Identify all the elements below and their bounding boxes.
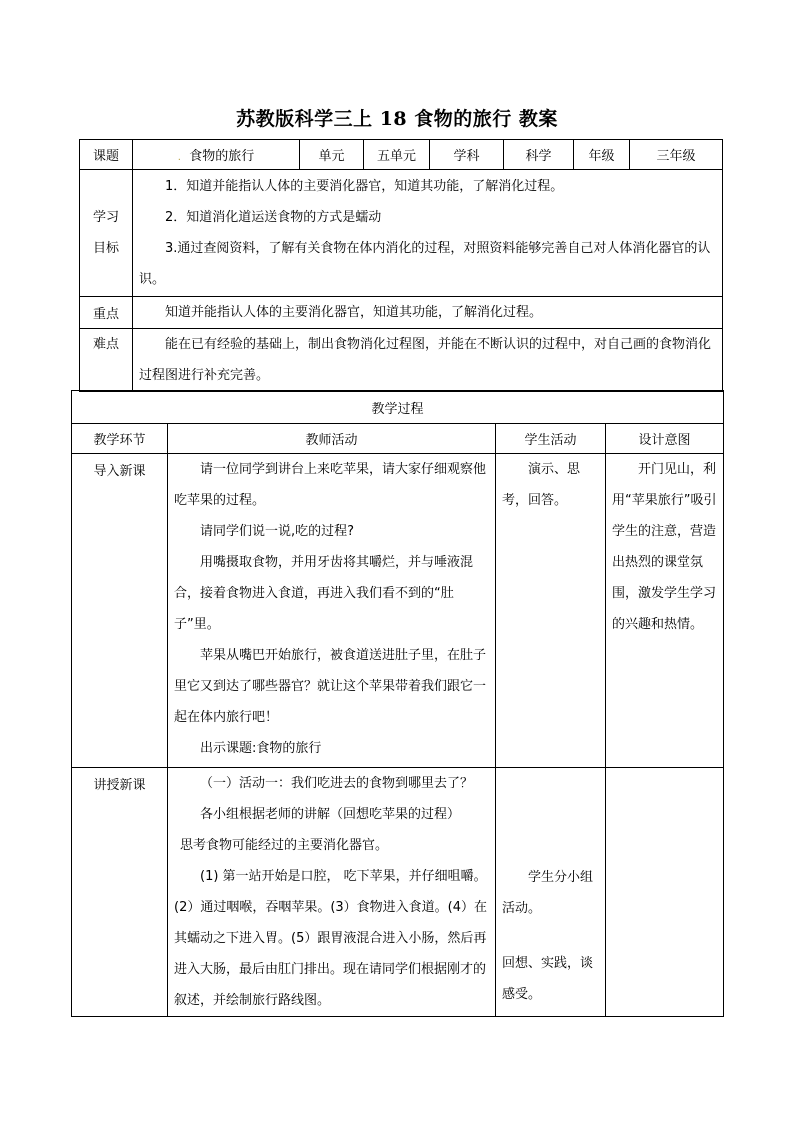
label-subject: 学科 — [430, 140, 504, 170]
process-heading: 教学过程 — [72, 391, 724, 424]
goal-item: 3.通过查阅资料，了解有关食物在体内消化的过程，对照资料能够完善自己对人体消化器官的认识。 — [139, 241, 711, 287]
stage-label: 导入新课 — [72, 454, 168, 768]
topic-value: . 食物的旅行 — [133, 140, 300, 170]
grade-value: 三年级 — [630, 140, 723, 170]
difficulty-content: 能在已有经验的基础上，制出食物消化过程图，并能在不断认识的过程中，对自己画的食物消化过程图进行补充完善。 — [133, 329, 723, 392]
goals-label: 学习 目标 — [80, 170, 133, 297]
key-point-content: 知道并能指认人体的主要消化器官，知道其功能，了解消化过程。 — [133, 297, 723, 329]
teaching-process-table — [71, 390, 724, 1017]
student-activity: 演示、思考，回答。 — [496, 454, 606, 768]
subject-value: 科学 — [504, 140, 574, 170]
label-grade: 年级 — [574, 140, 630, 170]
goal-item: 1．知道并能指认人体的主要消化器官，知道其功能，了解消化过程。 — [165, 179, 564, 194]
stage-label: 讲授新课 — [72, 768, 168, 1017]
goal-item: 2．知道消化道运送食物的方式是蠕动 — [165, 210, 382, 225]
design-intent: 开门见山，利用“苹果旅行”吸引学生的注意，营造出热烈的课堂氛围，激发学生学习的兴趣和热情。 — [606, 454, 724, 768]
key-point-label: 重点 — [80, 297, 133, 329]
goals-content — [133, 170, 723, 297]
column-header: 设计意图 — [606, 424, 724, 454]
label-unit: 单元 — [300, 140, 364, 170]
unit-value: 五单元 — [364, 140, 430, 170]
teacher-activity: （一）活动一：我们吃进去的食物到哪里去了？ 各小组根据老师的讲解（回想吃苹果的过程） 思考食物可能经过的主要消化器官。 (1) 第一站开始是口腔， 吃下苹果，并仔细咀嚼。(2）通过咽喉，吞咽苹果。(3）食物进入食道。(4）在其蠕动之下进入胃。(5）跟胃液混合进入小肠，然后再进入大肠，最后由肛门排出。现在请同学们根据刚才的叙述，并绘制旅行路线图。 — [168, 768, 496, 1017]
document-title: 苏教版科学三上 18 食物的旅行 教案 — [236, 108, 558, 130]
label-topic: 课题 — [80, 140, 133, 170]
student-activity: 学生分小组活动。 回想、实践，谈感受。 — [496, 768, 606, 1017]
lesson-info-table — [79, 139, 723, 392]
teacher-activity: 请一位同学到讲台上来吃苹果，请大家仔细观察他吃苹果的过程。 请同学们说一说,吃的过程? 用嘴摄取食物，并用牙齿将其嚼烂，并与唾液混合，接着食物进入食道，再进入我们看不到的“肚子”里。 苹果从嘴巴开始旅行，被食道送进肚子里，在肚子里它又到达了哪些器官？就让这个苹果带着我们跟它一起在体内旅行吧！ 出示课题:食物的旅行 — [168, 454, 496, 768]
column-header: 教师活动 — [168, 424, 496, 454]
design-intent — [606, 768, 724, 1017]
column-header: 学生活动 — [496, 424, 606, 454]
column-header: 教学环节 — [72, 424, 168, 454]
difficulty-label: 难点 — [80, 329, 133, 392]
